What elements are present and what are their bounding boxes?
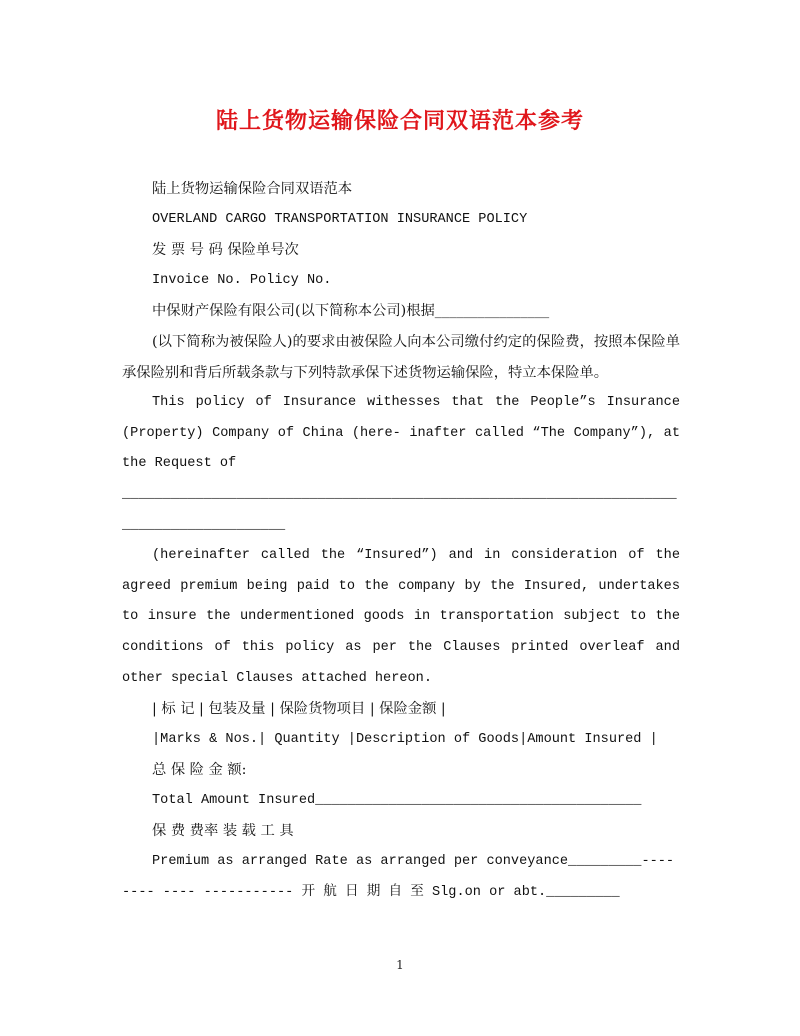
page-number: 1 <box>396 958 404 972</box>
paragraph-insured-en: (hereinafter called the “Insured”) and in consideration of the agreed premium being paid to the company by the Insured, undertakes to insure the undermentioned goods in transportation subject to the conditions of this policy as per the Clauses printed overleaf and other special Clauses attached hereon. <box>122 548 680 686</box>
paragraph-en-heading: OVERLAND CARGO TRANSPORTATION INSURANCE POLICY <box>152 211 528 227</box>
document-title: 陆上货物运输保险合同双语范本参考 <box>215 108 584 134</box>
paragraph-company-cn: 中保财产保险有限公司(以下简称本公司)根据________________ <box>152 303 550 320</box>
paragraph-insured-cn: (以下简称为被保险人)的要求由被保险人向本公司缴付约定的保险费，按照本保险单承保险别和背后所载条款与下列特款承保下述货物运输保险，特立本保险单。 <box>122 333 680 381</box>
premium-cn: 保 费 费率 装 载 工 具 <box>152 823 294 840</box>
premium-en: Premium as arranged Rate as arranged per conveyance_________-------- ---- ----------- 开 航 日 期 自 至 Slg.on or abt._________ <box>122 854 675 900</box>
table-header-cn: | 标 记 | 包装及量 | 保险货物项目 | 保险金额 | <box>152 701 446 718</box>
total-amount-en: Total Amount Insured________________________________________ <box>152 792 642 808</box>
table-header-en: |Marks & Nos.| Quantity |Description of Goods|Amount Insured | <box>152 731 658 747</box>
paragraph-invoice-cn: 发 票 号 码 保险单号次 <box>152 242 299 259</box>
document-body <box>122 174 680 908</box>
total-amount-cn: 总 保 险 金 额: <box>152 762 247 779</box>
paragraph-cn-heading: 陆上货物运输保险合同双语范本 <box>152 181 353 197</box>
blank-line: ________________________________________________________________________________________ <box>122 486 677 533</box>
paragraph-policy-en: This policy of Insurance withesses that the People”s Insurance (Property) Company of China (here- inafter called “The Company”), at the Request of <box>122 395 680 472</box>
paragraph-invoice-en: Invoice No. Policy No. <box>152 272 332 288</box>
